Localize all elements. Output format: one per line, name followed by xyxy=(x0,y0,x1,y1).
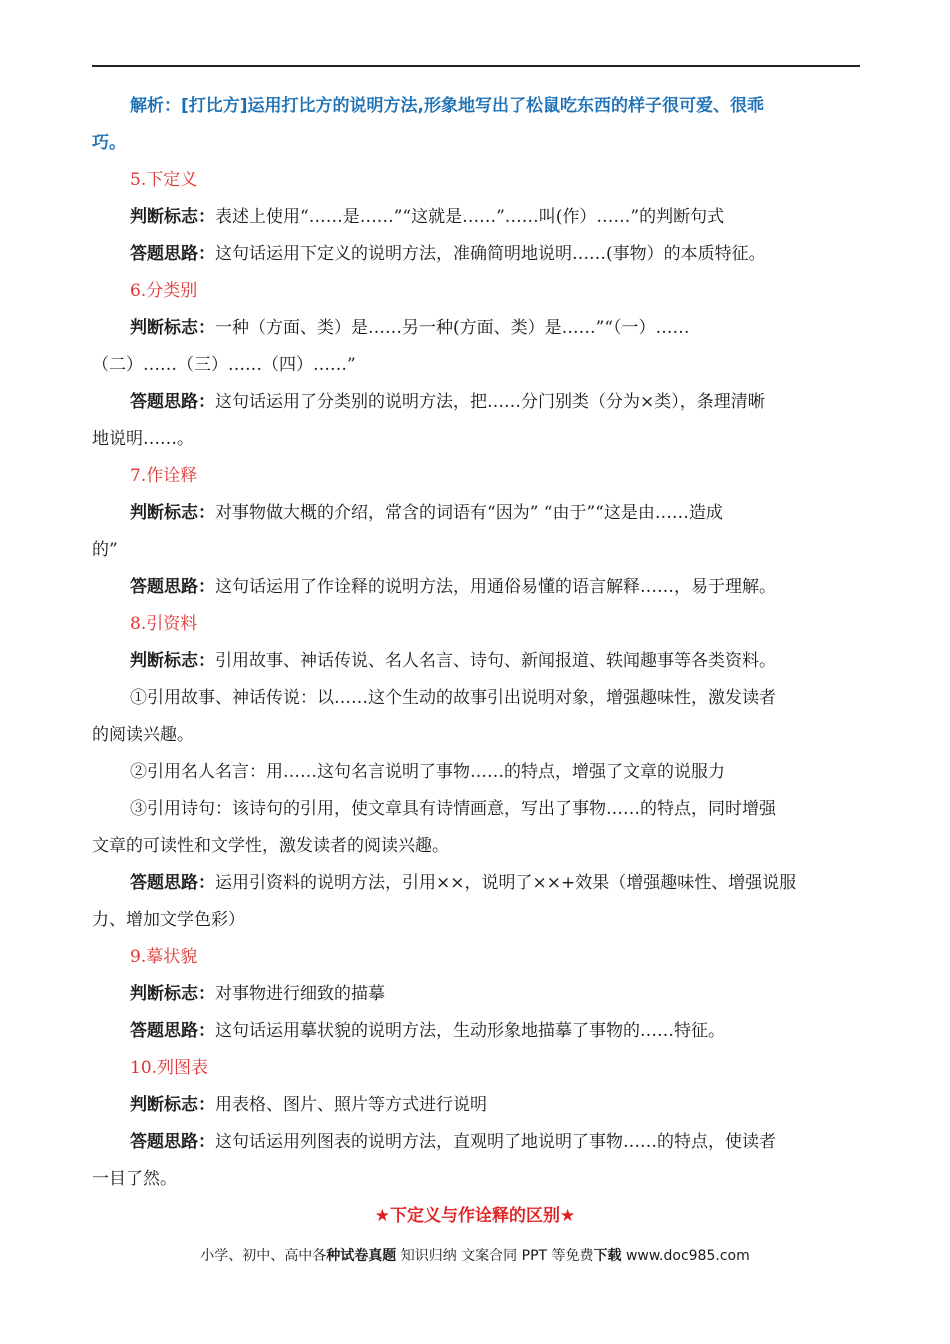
section-7-judge xyxy=(130,501,862,525)
section-6-answer xyxy=(130,390,862,414)
answer-text: 这句话运用摹状貌的说明方法，生动形象地描摹了事物的……特征。 xyxy=(215,1021,725,1041)
answer-text: 这句话运用了作诠释的说明方法，用通俗易懂的语言解释……，易于理解。 xyxy=(215,577,776,597)
judge-label: 判断标志： xyxy=(130,651,215,671)
section-8-item-1: ①引用故事、神话传说：以……这个生动的故事引出说明对象，增强趣味性，激发读者 xyxy=(130,688,776,708)
answer-label: 答题思路： xyxy=(130,392,215,412)
section-5-judge xyxy=(130,205,862,229)
section-7-judge-cont: 的” xyxy=(92,540,118,560)
judge-label: 判断标志： xyxy=(130,1095,215,1115)
judge-text: 用表格、图片、照片等方式进行说明 xyxy=(215,1095,487,1115)
footer-part-1: 小学、初中、高中各 xyxy=(200,1248,327,1264)
section-9-judge xyxy=(130,982,862,1006)
section-7-answer xyxy=(130,575,862,599)
judge-text: 对事物做大概的介绍，常含的词语有“因为” “由于”“这是由……造成 xyxy=(215,503,723,523)
section-heading-10: 10.列图表 xyxy=(130,1058,209,1078)
section-8-item-2: ②引用名人名言：用……这句名言说明了事物……的特点，增强了文章的说服力 xyxy=(130,762,725,782)
section-6-judge-cont: （二）……（三）……（四）……” xyxy=(92,355,356,375)
footer-url: www.doc985.com xyxy=(621,1248,750,1264)
section-8-item-3: ③引用诗句：该诗句的引用，使文章具有诗情画意，写出了事物……的特点，同时增强 xyxy=(130,799,776,819)
footer-part-3: 知识归纳 xyxy=(396,1248,462,1264)
section-heading-5: 5.下定义 xyxy=(130,170,198,190)
answer-label: 答题思路： xyxy=(130,1021,215,1041)
answer-label: 答题思路： xyxy=(130,873,215,893)
section-8-answer xyxy=(130,871,862,895)
answer-text: 这句话运用下定义的说明方法，准确简明地说明……(事物）的本质特征。 xyxy=(215,244,766,264)
section-5-answer xyxy=(130,242,862,266)
footer-watermark xyxy=(0,1246,950,1266)
answer-text: 这句话运用列图表的说明方法，直观明了地说明了事物……的特点，使读者 xyxy=(215,1132,776,1152)
analysis-line-2: 巧。 xyxy=(92,133,126,153)
section-heading-6: 6.分类别 xyxy=(130,281,198,301)
analysis-line-1: 解析：[打比方]运用打比方的说明方法,形象地写出了松鼠吃东西的样子很可爱、很乖 xyxy=(130,96,764,116)
header-rule xyxy=(92,65,860,67)
answer-text: 运用引资料的说明方法，引用××，说明了××+效果（增强趣味性、增强说服 xyxy=(215,873,797,893)
footer-part-4: 文案合同 PPT 等免费 xyxy=(461,1248,594,1264)
section-10-judge xyxy=(130,1093,862,1117)
answer-text: 这句话运用了分类别的说明方法，把……分门别类（分为×类），条理清晰 xyxy=(215,392,765,412)
section-10-answer xyxy=(130,1130,862,1154)
judge-label: 判断标志： xyxy=(130,207,215,227)
section-9-answer xyxy=(130,1019,862,1043)
judge-label: 判断标志： xyxy=(130,318,215,338)
answer-label: 答题思路： xyxy=(130,1132,215,1152)
section-heading-7: 7.作诠释 xyxy=(130,466,198,486)
judge-text: 引用故事、神话传说、名人名言、诗句、新闻报道、轶闻趣事等各类资料。 xyxy=(215,651,776,671)
section-title-definition-vs-interpretation: ★下定义与作诠释的区别★ xyxy=(374,1206,576,1226)
footer-part-5: 下载 xyxy=(593,1248,622,1264)
judge-text: 表述上使用“……是……”“这就是……”……叫(作）……”的判断句式 xyxy=(215,207,725,227)
section-heading-9: 9.摹状貌 xyxy=(130,947,198,967)
section-heading-8: 8.引资料 xyxy=(130,614,198,634)
section-8-judge xyxy=(130,649,862,673)
judge-label: 判断标志： xyxy=(130,984,215,1004)
section-8-item-1-cont: 的阅读兴趣。 xyxy=(92,725,194,745)
section-6-judge xyxy=(130,316,862,340)
section-6-answer-cont: 地说明……。 xyxy=(92,429,194,449)
judge-label: 判断标志： xyxy=(130,503,215,523)
judge-text: 一种（方面、类）是……另一种(方面、类）是……”“（一）…… xyxy=(215,318,690,338)
section-8-answer-cont: 力、增加文学色彩） xyxy=(92,910,245,930)
section-8-item-3-cont: 文章的可读性和文学性，激发读者的阅读兴趣。 xyxy=(92,836,449,856)
answer-label: 答题思路： xyxy=(130,577,215,597)
judge-text: 对事物进行细致的描摹 xyxy=(215,984,385,1004)
footer-part-2: 种试卷真题 xyxy=(326,1248,397,1264)
section-10-answer-cont: 一目了然。 xyxy=(92,1169,177,1189)
answer-label: 答题思路： xyxy=(130,244,215,264)
